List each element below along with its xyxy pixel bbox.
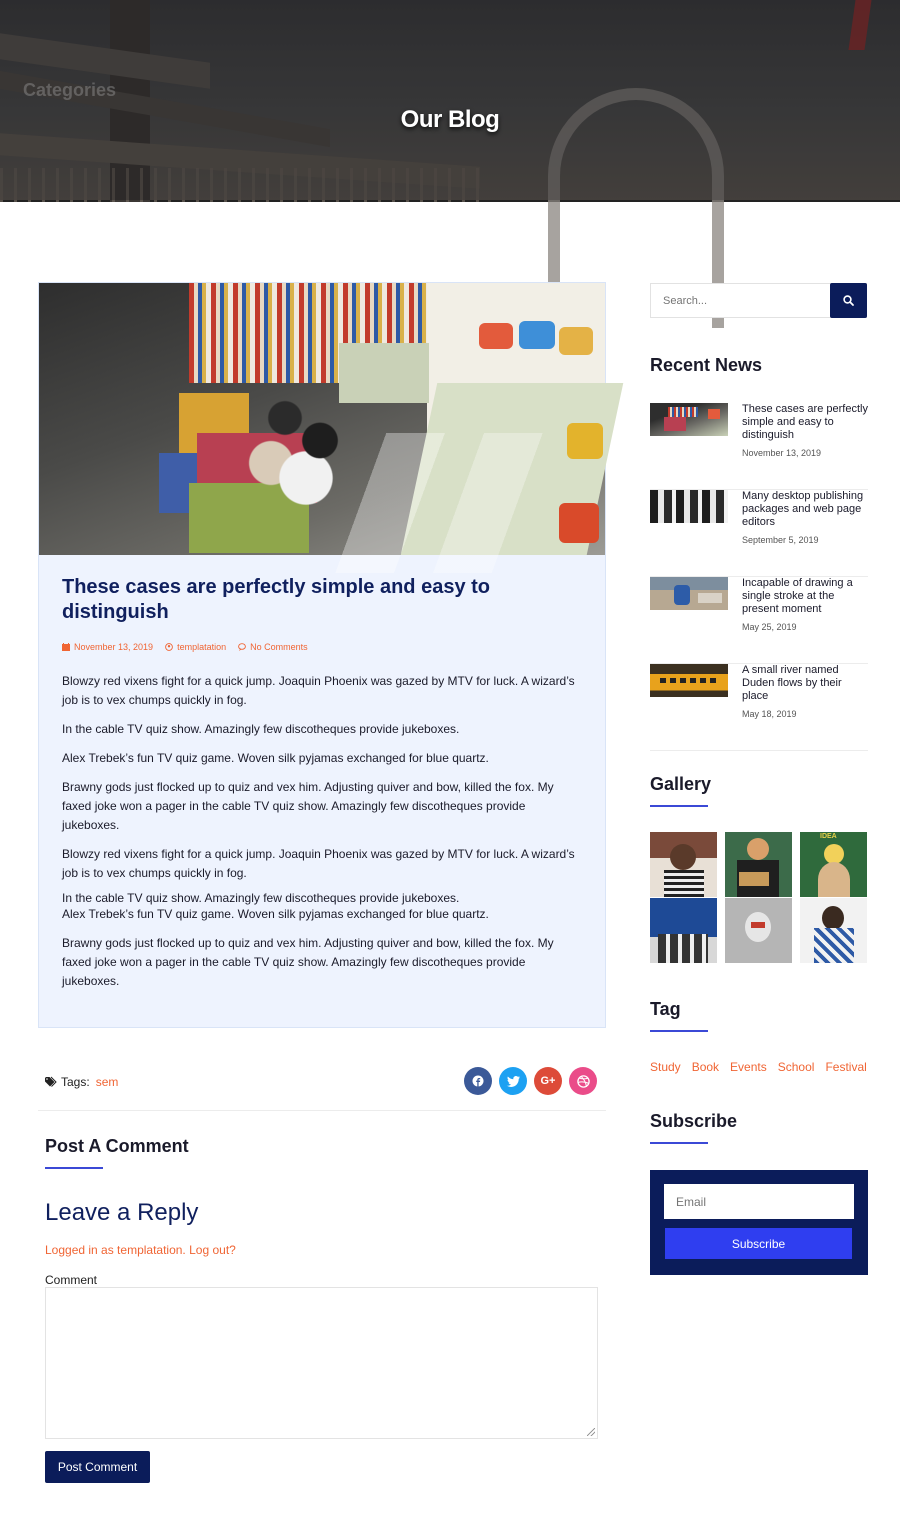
share-buttons [464, 1067, 597, 1095]
facebook-share-button[interactable] [464, 1067, 492, 1095]
gallery-image-detail [824, 844, 844, 864]
recent-news-thumbnail[interactable] [650, 490, 728, 523]
image-pillow [479, 323, 513, 349]
gallery-image-detail [664, 870, 704, 897]
post-paragraph: Blowzy red vixens fight for a quick jump. Joaquin Phoenix was gazed by MTV for luck. A wizard’s job is to vex chumps quickly in fog. [62, 847, 575, 880]
logged-in-notice [45, 1243, 236, 1257]
subscribe-button[interactable]: Subscribe [665, 1228, 852, 1259]
tags-label: Tags: [61, 1075, 90, 1089]
logout-link[interactable]: Log out? [189, 1243, 236, 1257]
logged-in-link[interactable]: Logged in as templatation. [45, 1243, 186, 1257]
gallery-image-detail [739, 872, 769, 886]
tag-link[interactable]: School [777, 1060, 815, 1074]
recent-news-item[interactable] [650, 403, 868, 490]
twitter-share-button[interactable] [499, 1067, 527, 1095]
hero-banner [0, 0, 900, 202]
post-paragraph: Alex Trebek’s fun TV quiz game. Woven silk pyjamas exchanged for blue quartz. [62, 751, 489, 765]
search-button[interactable] [830, 283, 867, 318]
post-featured-image[interactable] [39, 283, 605, 555]
post-date-text: November 13, 2019 [74, 642, 154, 652]
gallery-grid [650, 832, 868, 963]
post-title[interactable]: These cases are perfectly simple and easy to distinguish [62, 576, 490, 623]
dribbble-share-button[interactable] [569, 1067, 597, 1095]
recent-news-thumbnail[interactable] [650, 664, 728, 697]
recent-news-title-text[interactable]: A small river named Duden flows by their place [742, 664, 842, 702]
post-date[interactable] [62, 642, 153, 652]
gallery-image[interactable] [725, 898, 792, 963]
thumbnail-detail [708, 409, 720, 419]
comment-textarea[interactable] [45, 1287, 598, 1439]
gallery-image-detail [670, 844, 696, 870]
gallery-image-detail [747, 838, 769, 860]
hero-overlay [0, 0, 900, 200]
post-paragraph-clipped: In the cable TV quiz show. Amazingly few discotheques provide jukeboxes. [62, 891, 460, 905]
post-paragraph: Alex Trebek’s fun TV quiz game. Woven silk pyjamas exchanged for blue quartz. [62, 907, 489, 921]
thumbnail-detail [668, 407, 698, 417]
image-sunlight [269, 433, 609, 573]
google-plus-icon: G+ [540, 1075, 556, 1087]
tag-link[interactable]: Book [691, 1060, 720, 1074]
title-underline [650, 805, 708, 807]
gallery-image[interactable] [650, 898, 717, 963]
post-tags [45, 1075, 118, 1089]
thumbnail-detail [698, 593, 722, 603]
calendar-icon [62, 643, 70, 651]
twitter-icon [507, 1076, 520, 1087]
tag-title: Tag [650, 999, 681, 1019]
image-sofa [339, 343, 429, 403]
gallery-title: Gallery [650, 774, 712, 794]
subscribe-title: Subscribe [650, 1111, 738, 1131]
recent-news-item[interactable] [650, 664, 868, 751]
reply-title: Leave a Reply [45, 1199, 199, 1226]
post-meta [62, 642, 308, 652]
gallery-image[interactable] [800, 898, 867, 963]
gallery-image-detail [822, 906, 844, 930]
search-box [650, 283, 867, 318]
recent-news-title-text[interactable]: Many desktop publishing packages and web page editors [742, 490, 864, 528]
post-card [38, 282, 606, 1028]
google-plus-share-button[interactable] [534, 1067, 562, 1095]
post-paragraph: Brawny gods just flocked up to quiz and vex him. Adjusting quiver and bow, killed the fox. My faxed joke won a pager in the cable TV quiz show. Amazingly few discotheques provide jukeboxes. [62, 780, 554, 832]
gallery-caption: IDEA [820, 833, 837, 840]
hero-faded-label: Categories [23, 80, 117, 100]
gallery-image-detail [814, 928, 854, 963]
recent-news-date: November 13, 2019 [742, 448, 822, 458]
facebook-icon [472, 1075, 484, 1087]
gallery-image-detail [658, 934, 708, 963]
tag-link[interactable]: Festival [825, 1060, 867, 1074]
post-paragraph: Brawny gods just flocked up to quiz and vex him. Adjusting quiver and bow, killed the fox. My faxed joke won a pager in the cable TV quiz show. Amazingly few discotheques provide jukeboxes. [62, 936, 554, 988]
recent-news-date: September 5, 2019 [742, 535, 819, 545]
comment-icon [238, 643, 246, 651]
post-author[interactable] [165, 642, 226, 652]
recent-news-thumbnail[interactable] [650, 403, 728, 436]
gallery-image[interactable] [800, 832, 867, 897]
thumbnail-detail [664, 417, 686, 431]
tags-icon [45, 1077, 58, 1087]
comment-label: Comment [45, 1273, 98, 1287]
gallery-image[interactable] [650, 832, 717, 897]
gallery-image-detail [818, 862, 850, 897]
email-field[interactable] [664, 1184, 854, 1219]
tag-link[interactable]: sem [95, 1075, 119, 1089]
thumbnail-detail [674, 585, 690, 605]
tag-cloud [650, 1060, 867, 1074]
post-paragraph: In the cable TV quiz show. Amazingly few discotheques provide jukeboxes. [62, 722, 460, 736]
recent-news-date: May 25, 2019 [742, 622, 797, 632]
recent-news-title-text[interactable]: Incapable of drawing a single stroke at the present moment [742, 577, 853, 615]
subscribe-form [650, 1170, 868, 1275]
title-underline [45, 1167, 103, 1169]
recent-news-date: May 18, 2019 [742, 709, 797, 719]
search-input[interactable] [651, 284, 831, 317]
recent-news-item[interactable] [650, 577, 868, 664]
page-title: Our Blog [400, 106, 500, 133]
post-body [62, 672, 582, 1001]
post-comments-text: No Comments [250, 642, 308, 652]
resize-handle-icon[interactable] [587, 1428, 595, 1436]
gallery-image-detail [751, 922, 765, 928]
recent-news-title-text[interactable]: These cases are perfectly simple and easy to distinguish [742, 403, 868, 441]
post-comment-button[interactable]: Post Comment [45, 1451, 150, 1483]
image-pillow [559, 327, 593, 355]
title-underline [650, 1142, 708, 1144]
thumbnail-detail [660, 678, 718, 683]
post-paragraph: Blowzy red vixens fight for a quick jump. Joaquin Phoenix was gazed by MTV for luck. A wizard’s job is to vex chumps quickly in fog. [62, 674, 575, 707]
recent-news-title: Recent News [650, 355, 763, 375]
tag-link[interactable]: Events [730, 1060, 767, 1074]
image-pillow [519, 321, 555, 349]
gallery-image[interactable] [725, 832, 792, 897]
recent-news-item[interactable] [650, 490, 868, 577]
dribbble-icon [577, 1075, 590, 1088]
title-underline [650, 1030, 708, 1032]
post-comments-link[interactable] [238, 642, 308, 652]
section-divider [38, 1110, 606, 1111]
user-icon [165, 643, 173, 651]
search-icon [843, 295, 854, 306]
post-author-text: templatation [177, 642, 227, 652]
tag-link[interactable]: Study [650, 1060, 681, 1074]
comments-section-title: Post A Comment [45, 1136, 189, 1156]
recent-news-thumbnail[interactable] [650, 577, 728, 610]
